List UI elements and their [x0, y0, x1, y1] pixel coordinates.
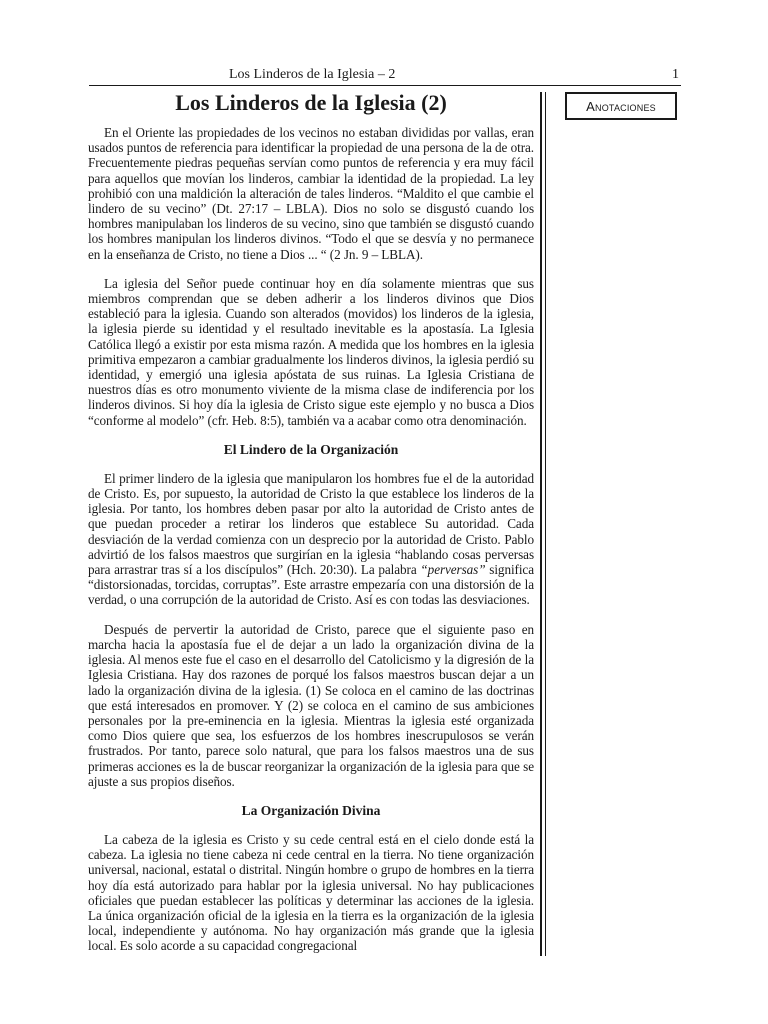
section-heading-divine-organization: La Organización Divina: [241, 802, 381, 818]
section2-paragraph-1: La cabeza de la iglesia es Cristo y su cede central está en el cielo donde está la cabeza. La iglesia no tiene cabeza ni cede central en la tierra. No tiene organización universal, nacional, estatal o distrital. Ningún hombre o grupo de hombres en la tierra hoy día está autorizado para hablar por la iglesia universal. No hay publicaciones oficiales que puedan establecer las políticas y determinar las acciones de la iglesia. La única organización oficial de la iglesia en la tierra es la organización de la iglesia local, independiente y autónoma. No hay organización más grande que la iglesia local. Es solo acorde a su capacidad congregacional: [88, 831, 534, 954]
column-divider-thin: [545, 92, 546, 956]
header-rule: [89, 85, 681, 86]
section1-paragraph-1-text-b: significa “distorsionadas, torcidas, corruptas”. Este arrastre empezaría con una distorsión de la verdad, o una corrupción de la autoridad de Cristo. Así es con todas las desviaciones.: [88, 562, 534, 608]
section1-paragraph-1-text-a: El primer lindero de la iglesia que manipularon los hombres fue el de la autoridad de Cristo. Es, por supuesto, la autoridad de Cristo la que establece los linderos de la iglesia. Por tanto, los hombres deben pasar por alto la autoridad de Cristo antes de que puedan proceder a retirar los linderos que establece Su autoridad. Cada desviación de la verdad comienza con un desprecio por la autoridad de Cristo. Pablo advirtió de los falsos maestros que surgirían en la iglesia “hablando cosas perversas para arrastrar tras sí a los discípulos” (Hch. 20:30). La palabra: [88, 470, 534, 578]
page-number: 1: [672, 67, 679, 82]
running-title: Los Linderos de la Iglesia – 2: [229, 67, 396, 82]
intro-paragraph-1: En el Oriente las propiedades de los vecinos no estaban divididas por vallas, eran usados puntos de referencia para identificar la propiedad de una persona de la de otra. Frecuentemente piedras pequeñas servían como puntos de referencia y era muy fácil para aquellos que movían los linderos, cambiar la identidad de la propiedad. La ley prohibió con una maldición la alteración de tales linderos. “Maldito el que cambie el lindero de su vecino” (Dt. 27:17 – LBLA). Dios no solo se disgustó cuando los hombres manipulaban los linderos de su vecino, sino que también se disgustó cuando los hombres manipulan los linderos divinos. “Todo el que se desvía y no permanece en la enseñanza de Cristo, no tiene a Dios ... “ (2 Jn. 9 – LBLA).: [88, 125, 534, 262]
page-header: [89, 66, 681, 86]
annotations-box: [565, 92, 677, 120]
section1-paragraph-2: Después de pervertir la autoridad de Cristo, parece que el siguiente paso en marcha hacia la apostasía fue el de dejar a un lado la organización divina de la iglesia. Al menos este fue el caso en el desarrollo del Catolicismo y la digresión de la Iglesia Cristiana. Hay dos razones de porqué los falsos maestros buscan dejar a un lado la organización divina de la iglesia. (1) Se coloca en el camino de las doctrinas que está interesados en promover. Y (2) se coloca en el camino de sus ambiciones personales por la pre-eminencia en la iglesia. Mientras la iglesia esté organizada como Dios quiere que sea, los esfuerzos de los hombres inescrupulosos se verán frustrados. Por tanto, parece solo natural, que para los falsos maestros una de sus primeras acciones es la de buscar reorganizar la organización de la iglesia para que se ajuste a sus propios diseños.: [88, 621, 534, 789]
section-heading-organization: El Lindero de la Organización: [223, 441, 399, 457]
column-divider-thick: [540, 92, 542, 956]
italic-term: “perversas”: [420, 562, 486, 578]
annotations-label: Anotaciones: [586, 98, 656, 114]
article-column: [88, 90, 534, 968]
intro-paragraph-2: La iglesia del Señor puede continuar hoy en día solamente mientras que sus miembros comprendan que se deben adherir a los linderos divinos que Dios estableció para la iglesia. Cuando son alterados (movidos) los linderos de la iglesia, la iglesia pierde su identidad y el resultado inevitable es la apostasía. La Iglesia Católica llegó a existir por esta misma razón. A medida que los hombres en la iglesia primitiva empezaron a cambiar gradualmente los linderos divinos, la iglesia perdió su identidad, y emergió una iglesia apóstata de sus ruinas. La Iglesia Cristiana de nuestros días es otro monumento viviente de la misma clase de indiferencia por los linderos divinos. Si hoy día la iglesia de Cristo sigue este ejemplo y no busca a Dios “conforme al modelo” (cfr. Heb. 8:5), también va a acabar como otra denominación.: [88, 275, 534, 428]
article-title: Los Linderos de la Iglesia (2): [175, 90, 447, 115]
section1-paragraph-1: [88, 471, 534, 608]
